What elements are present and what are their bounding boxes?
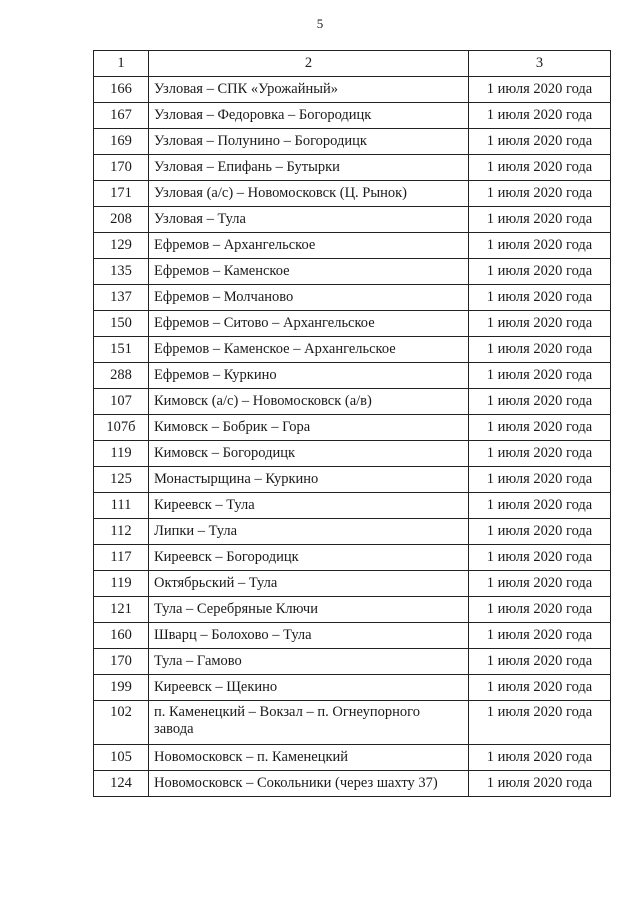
- route-name-cell: Ефремов – Каменское – Архангельское: [149, 337, 469, 363]
- table-row: [94, 311, 611, 337]
- start-date-cell: 1 июля 2020 года: [469, 467, 611, 493]
- route-number-cell: 105: [94, 745, 149, 771]
- table-row: [94, 771, 611, 797]
- route-name-cell: Ефремов – Архангельское: [149, 233, 469, 259]
- start-date-cell: 1 июля 2020 года: [469, 233, 611, 259]
- table-row: [94, 493, 611, 519]
- start-date-cell: 1 июля 2020 года: [469, 675, 611, 701]
- route-number-cell: 119: [94, 441, 149, 467]
- table-row: [94, 675, 611, 701]
- route-name-cell: п. Каменецкий – Вокзал – п. Огнеупорного завода: [149, 701, 469, 745]
- route-name-cell: Тула – Серебряные Ключи: [149, 597, 469, 623]
- header-col-1: 1: [94, 51, 149, 77]
- start-date-cell: 1 июля 2020 года: [469, 389, 611, 415]
- table-row: [94, 597, 611, 623]
- route-name-cell: Кимовск – Богородицк: [149, 441, 469, 467]
- route-name-cell: Узловая – Полунино – Богородицк: [149, 129, 469, 155]
- table-row: [94, 363, 611, 389]
- route-number-cell: 112: [94, 519, 149, 545]
- route-name-cell: Узловая – Тула: [149, 207, 469, 233]
- table-row: [94, 571, 611, 597]
- start-date-cell: 1 июля 2020 года: [469, 441, 611, 467]
- start-date-cell: 1 июля 2020 года: [469, 181, 611, 207]
- start-date-cell: 1 июля 2020 года: [469, 493, 611, 519]
- start-date-cell: 1 июля 2020 года: [469, 285, 611, 311]
- route-name-cell: Ефремов – Ситово – Архангельское: [149, 311, 469, 337]
- route-name-cell: Новомосковск – п. Каменецкий: [149, 745, 469, 771]
- route-number-cell: 129: [94, 233, 149, 259]
- route-number-cell: 117: [94, 545, 149, 571]
- routes-table-body: [94, 51, 611, 797]
- start-date-cell: 1 июля 2020 года: [469, 77, 611, 103]
- start-date-cell: 1 июля 2020 года: [469, 701, 611, 745]
- start-date-cell: 1 июля 2020 года: [469, 259, 611, 285]
- route-name-cell: Монастырщина – Куркино: [149, 467, 469, 493]
- start-date-cell: 1 июля 2020 года: [469, 155, 611, 181]
- route-number-cell: 208: [94, 207, 149, 233]
- route-number-cell: 167: [94, 103, 149, 129]
- start-date-cell: 1 июля 2020 года: [469, 597, 611, 623]
- start-date-cell: 1 июля 2020 года: [469, 545, 611, 571]
- table-row: [94, 701, 611, 745]
- route-name-cell: Шварц – Болохово – Тула: [149, 623, 469, 649]
- route-number-cell: 169: [94, 129, 149, 155]
- route-number-cell: 199: [94, 675, 149, 701]
- table-row: [94, 545, 611, 571]
- start-date-cell: 1 июля 2020 года: [469, 311, 611, 337]
- route-number-cell: 166: [94, 77, 149, 103]
- table-row: [94, 207, 611, 233]
- start-date-cell: 1 июля 2020 года: [469, 623, 611, 649]
- route-number-cell: 150: [94, 311, 149, 337]
- table-row: [94, 77, 611, 103]
- start-date-cell: 1 июля 2020 года: [469, 519, 611, 545]
- route-number-cell: 170: [94, 649, 149, 675]
- table-row: [94, 259, 611, 285]
- table-row: [94, 103, 611, 129]
- table-header-row: [94, 51, 611, 77]
- route-name-cell: Узловая – Епифань – Бутырки: [149, 155, 469, 181]
- route-name-cell: Тула – Гамово: [149, 649, 469, 675]
- start-date-cell: 1 июля 2020 года: [469, 207, 611, 233]
- route-number-cell: 288: [94, 363, 149, 389]
- route-name-cell: Липки – Тула: [149, 519, 469, 545]
- page-number: 5: [316, 16, 324, 31]
- route-name-cell: Узловая (а/с) – Новомосковск (Ц. Рынок): [149, 181, 469, 207]
- table-row: [94, 519, 611, 545]
- start-date-cell: 1 июля 2020 года: [469, 129, 611, 155]
- table-row: [94, 285, 611, 311]
- route-name-cell: Ефремов – Молчаново: [149, 285, 469, 311]
- route-name-cell: Узловая – СПК «Урожайный»: [149, 77, 469, 103]
- route-name-cell: Октябрьский – Тула: [149, 571, 469, 597]
- route-number-cell: 107б: [94, 415, 149, 441]
- route-name-cell: Ефремов – Куркино: [149, 363, 469, 389]
- table-row: [94, 649, 611, 675]
- table-row: [94, 623, 611, 649]
- route-name-cell: Кимовск – Бобрик – Гора: [149, 415, 469, 441]
- table-row: [94, 155, 611, 181]
- route-number-cell: 111: [94, 493, 149, 519]
- route-number-cell: 124: [94, 771, 149, 797]
- route-name-cell: Узловая – Федоровка – Богородицк: [149, 103, 469, 129]
- start-date-cell: 1 июля 2020 года: [469, 363, 611, 389]
- start-date-cell: 1 июля 2020 года: [469, 571, 611, 597]
- header-col-3: 3: [469, 51, 611, 77]
- table-row: [94, 745, 611, 771]
- route-number-cell: 121: [94, 597, 149, 623]
- route-name-cell: Кимовск (а/с) – Новомосковск (а/в): [149, 389, 469, 415]
- route-number-cell: 125: [94, 467, 149, 493]
- route-name-cell: Ефремов – Каменское: [149, 259, 469, 285]
- start-date-cell: 1 июля 2020 года: [469, 415, 611, 441]
- route-name-cell: Киреевск – Щекино: [149, 675, 469, 701]
- routes-table: [93, 50, 611, 797]
- route-name-cell: Киреевск – Тула: [149, 493, 469, 519]
- route-number-cell: 107: [94, 389, 149, 415]
- route-number-cell: 171: [94, 181, 149, 207]
- start-date-cell: 1 июля 2020 года: [469, 337, 611, 363]
- header-col-2: 2: [149, 51, 469, 77]
- start-date-cell: 1 июля 2020 года: [469, 771, 611, 797]
- start-date-cell: 1 июля 2020 года: [469, 745, 611, 771]
- table-row: [94, 389, 611, 415]
- route-number-cell: 119: [94, 571, 149, 597]
- route-name-cell: Киреевск – Богородицк: [149, 545, 469, 571]
- table-row: [94, 415, 611, 441]
- table-row: [94, 441, 611, 467]
- table-row: [94, 129, 611, 155]
- route-number-cell: 170: [94, 155, 149, 181]
- route-number-cell: 135: [94, 259, 149, 285]
- route-number-cell: 137: [94, 285, 149, 311]
- table-row: [94, 233, 611, 259]
- route-number-cell: 102: [94, 701, 149, 745]
- route-name-cell: Новомосковск – Сокольники (через шахту 37): [149, 771, 469, 797]
- route-number-cell: 160: [94, 623, 149, 649]
- start-date-cell: 1 июля 2020 года: [469, 649, 611, 675]
- table-row: [94, 467, 611, 493]
- start-date-cell: 1 июля 2020 года: [469, 103, 611, 129]
- table-row: [94, 181, 611, 207]
- route-number-cell: 151: [94, 337, 149, 363]
- table-row: [94, 337, 611, 363]
